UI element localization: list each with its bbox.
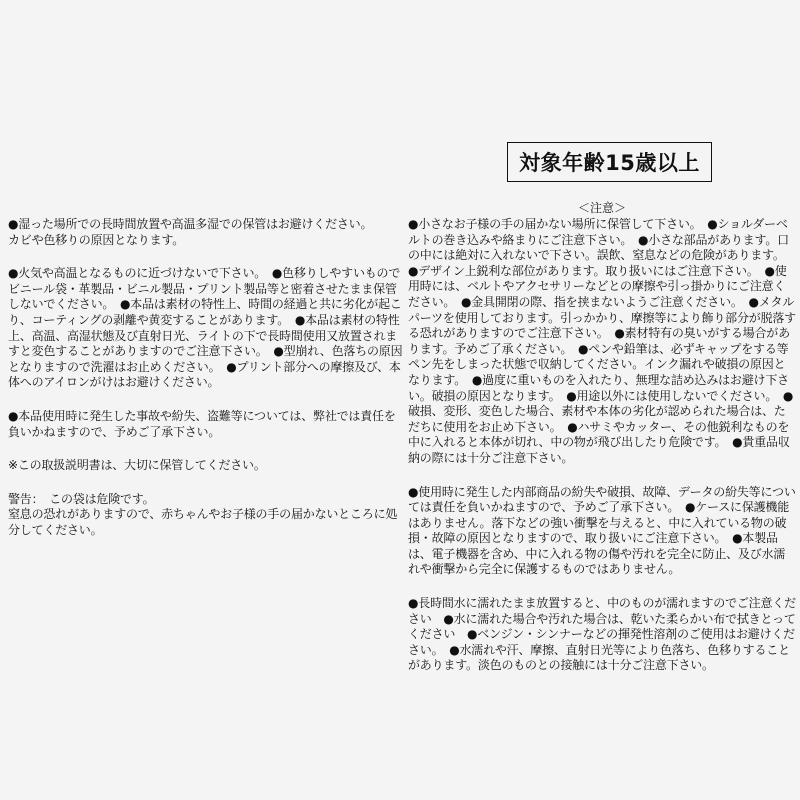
bag-warning-paragraph: 警告： この袋は危険です。 窒息の恐れがありますので、赤ちゃんやお子様の手の届かないところに処分してください。 <box>8 491 398 537</box>
safety-notice-paragraph: ●小さなお子様の手の届かない場所に保管して下さい。 ●ショルダーベルトの巻き込みや絡まりにご注意下さい。 ●小さな部品があります。口の中には絶対に入れないで下さい。誤飲、窒息などの危険があります。 ●デザイン上鋭利な部位があります。取り扱いにはご注意下さい。 ●使用時には、ベルトやアクセサリーなどとの摩擦や引っ掛かりにご注意ください。 ●金具開閉の際、指を挟まないようご注意ください。 ●メタルパーツを使用しております。引っかかり、摩擦等により飾り部分が脱落する恐れがありますのでご注意下さい。 ●素材特有の臭いがする場合があります。予めご了承ください。 ●ペンや鉛筆は、必ずキャップをする等ペン先をしまった状態で収納してください。インク漏れや破損の原因となります。 ●過度に重いものを入れたり、無理な詰め込みはお避け下さい。破損の原因となります。 ●用途以外には使用しないでください。 ●破損、変形、変色した場合、素材や本体の劣化が認められた場合は、ただちに使用をお止め下さい。 ●ハサミやカッター、その他鋭利なものを中に入れると本体が切れ、中の物が飛び出したり危険です。 ●貴重品収納の際には十分ご注意下さい。 <box>408 217 796 465</box>
left-column <box>8 217 404 539</box>
water-care-paragraph: ●長時間水に濡れたまま放置すると、中のものが濡れますのでご注意ください ●水に濡れた場合や汚れた場合は、乾いた柔らかい布で拭きとってください ●ベンジン・シンナーなどの揮発性溶剤のご使用はお避けください。 ●水濡れや汗、摩擦、直射日光等により色落ち、色移りすることがあります。淡色のものとの接触には十分ご注意下さい。 <box>408 596 796 673</box>
liability-paragraph: ●本品使用時に発生した事故や紛失、盗難等については、弊社では責任を負いかねますので、予めご了承下さい。 <box>8 408 396 439</box>
keep-manual-paragraph: ※この取扱説明書は、大切に保管してください。 <box>8 458 266 473</box>
right-column <box>408 217 796 674</box>
notice-heading: ＜注意＞ <box>577 201 626 215</box>
material-care-paragraph: ●火気や高温となるものに近づけないで下さい。 ●色移りしやすいものでビニール袋・革製品・ビニル製品・プリント製品等と密着させたまま保管しないでください。 ●本品は素材の特性上、時間の経過と共に劣化が起こり、コーティングの剥離や黄変することがあります。 ●本品は素材の特性上、高温、高湿状態及び直射日光、ライトの下で長時間使用又放置されますと変色することがありますのでご注意下さい。 ●型崩れ、色落ちの原因となりますので洗濯はお止めください。 ●プリント部分への摩擦及び、本体へのアイロンがけはお避けください。 <box>8 266 403 390</box>
contents-liability-paragraph: ●使用時に発生した内部商品の紛失や破損、故障、データの紛失等については責任を負いかねますので、予めご了承下さい。 ●ケースに保護機能はありません。落下などの強い衝撃を与えると、中に入れている物の破損・故障の原因となりますので、取り扱いにご注意下さい。 ●本製品は、電子機器を含め、中に入れる物の傷や汚れを完全に防止、及び水濡れや衝撃から完全に保護するものではありません。 <box>408 484 796 577</box>
storage-warning-paragraph: ●湿った場所での長時間放置や高温多湿での保管はお避けください。 カビや色移りの原因となります。 <box>8 217 373 247</box>
age-rating-label: 対象年齢15歳以上 <box>507 142 712 182</box>
